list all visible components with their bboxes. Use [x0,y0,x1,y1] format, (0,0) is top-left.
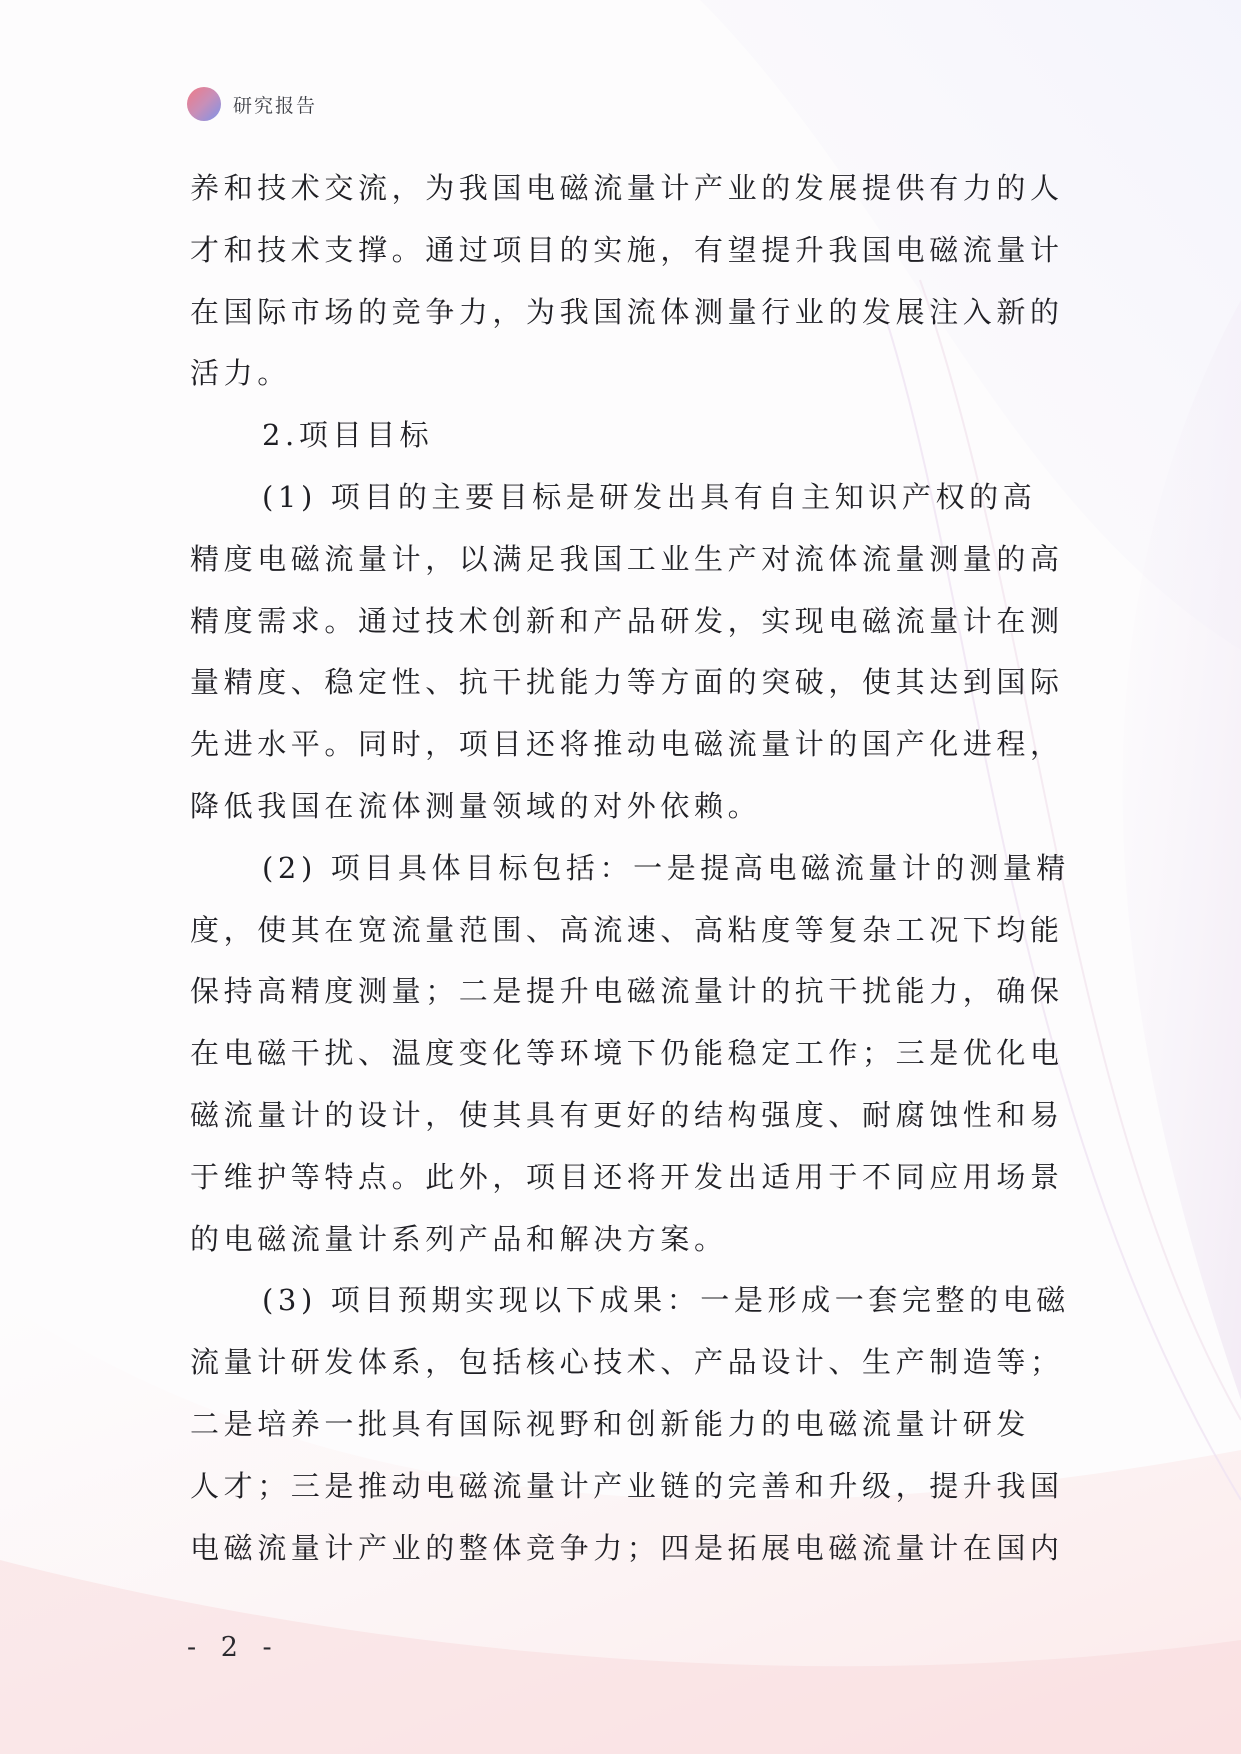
text-line: 养和技术交流，为我国电磁流量计产业的发展提供有力的人 [190,171,1064,205]
text-line: 磁流量计的设计，使其具有更好的结构强度、耐腐蚀性和易 [190,1097,1064,1132]
text-line: 二是培养一批具有国际视野和创新能力的电磁流量计研发 [190,1406,1031,1441]
page-header [187,86,317,122]
text-line: 量精度、稳定性、抗干扰能力等方面的突破，使其达到国际 [190,665,1064,700]
section-heading: 2.项目目标 [262,418,434,453]
text-line: 人才；三是推动电磁流量计产业链的完善和升级，提升我国 [190,1468,1064,1503]
text-line: 精度需求。通过技术创新和产品研发，实现电磁流量计在测 [190,603,1064,638]
text-line: 流量计研发体系，包括核心技术、产品设计、生产制造等； [190,1345,1064,1380]
text-line: 才和技术支撑。通过项目的实施，有望提升我国电磁流量计 [190,232,1064,267]
report-logo-icon [187,87,221,121]
text-line: 电磁流量计产业的整体竞争力；四是拓展电磁流量计在国内 [190,1530,1064,1565]
body-text [190,158,1070,1579]
header-title: 研究报告 [233,94,318,117]
text-line: (2) 项目具体目标包括：一是提高电磁流量计的测量精 [262,850,1070,885]
text-line: (1) 项目的主要目标是研发出具有自主知识产权的高 [262,479,1037,514]
text-line: 精度电磁流量计，以满足我国工业生产对流体流量测量的高 [190,541,1064,576]
text-line: 保持高精度测量；二是提升电磁流量计的抗干扰能力，确保 [190,974,1064,1009]
text-line: 在电磁干扰、温度变化等环境下仍能稳定工作；三是优化电 [190,1036,1064,1071]
text-line: 度，使其在宽流量范围、高流速、高粘度等复杂工况下均能 [190,912,1064,947]
text-line: 活力。 [190,356,291,391]
page-number: - 2 - [187,1632,280,1663]
text-line: (3) 项目预期实现以下成果：一是形成一套完整的电磁 [262,1283,1070,1318]
text-line: 降低我国在流体测量领域的对外依赖。 [190,788,762,823]
text-line: 的电磁流量计系列产品和解决方案。 [190,1221,728,1256]
text-line: 先进水平。同时，项目还将推动电磁流量计的国产化进程， [190,727,1064,762]
text-line: 在国际市场的竞争力，为我国流体测量行业的发展注入新的 [190,294,1064,329]
text-line: 于维护等特点。此外，项目还将开发出适用于不同应用场景 [190,1159,1064,1194]
